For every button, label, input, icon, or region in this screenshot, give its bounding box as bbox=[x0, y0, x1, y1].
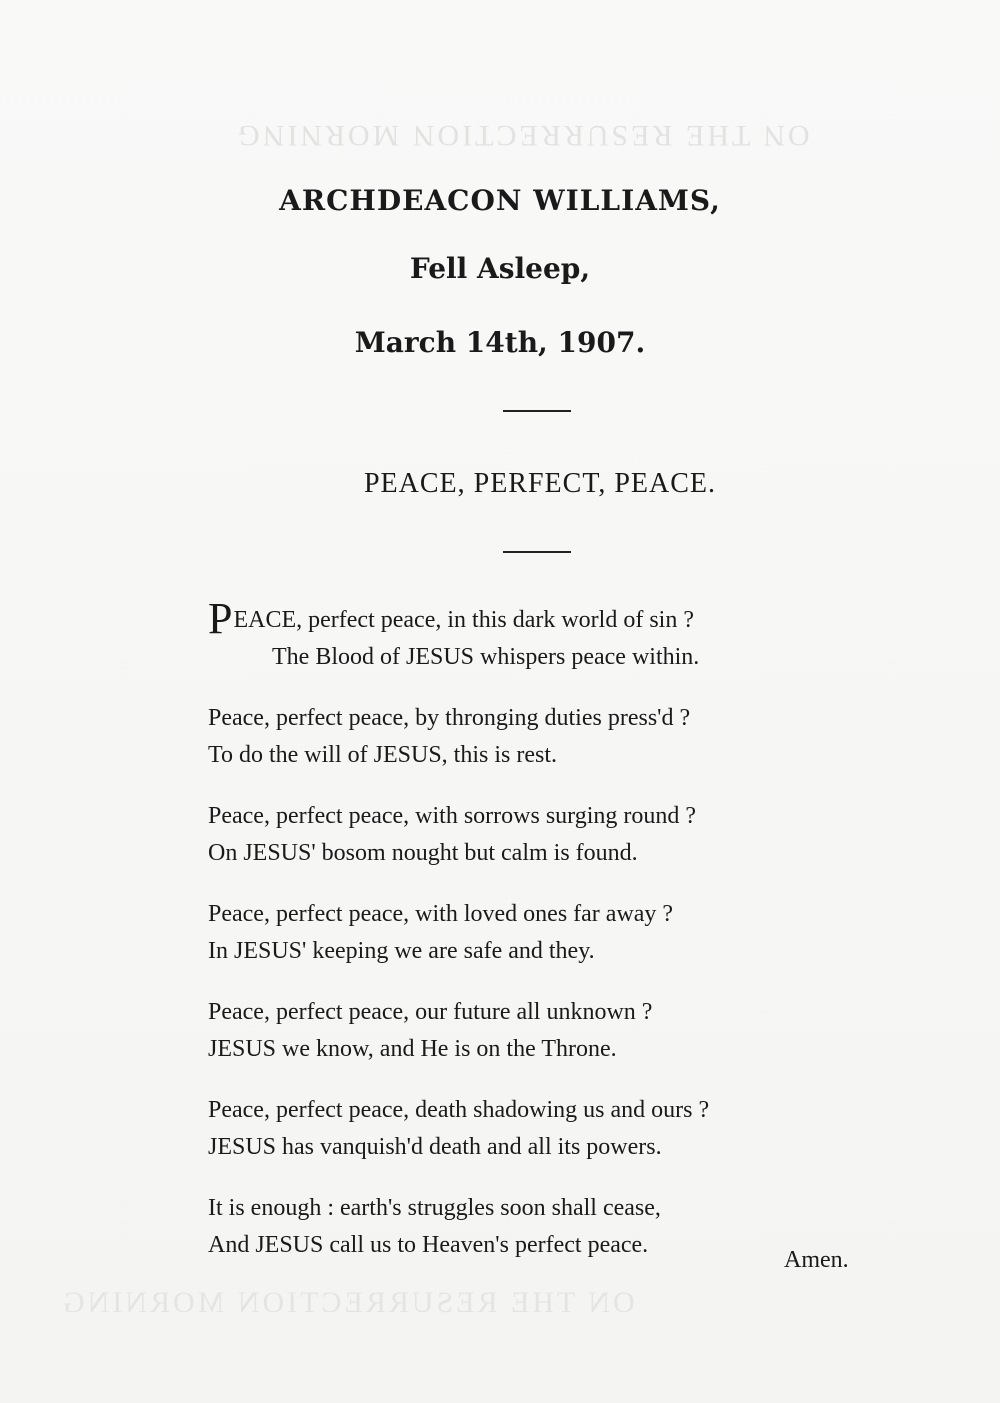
memorial-status: Fell Asleep, bbox=[409, 252, 591, 285]
verse-line: JESUS has vanquish'd death and all its powers. bbox=[208, 1134, 662, 1160]
show-through-text-bottom: ON THE RESURRECTION MORNING bbox=[60, 1286, 635, 1319]
stanza bbox=[208, 994, 888, 1068]
drop-cap: P bbox=[208, 594, 233, 643]
verse-line-text: EACE, perfect peace, in this dark world of sin ? bbox=[233, 607, 694, 633]
show-through-text-top: ON THE RESURRECTION MORNING bbox=[235, 119, 810, 152]
verse-line: Peace, perfect peace, our future all unknown ? bbox=[208, 999, 653, 1025]
verse-line: Peace, perfect peace, with loved ones far away ? bbox=[208, 901, 674, 927]
stanza bbox=[208, 1092, 888, 1166]
verse-line bbox=[208, 594, 888, 643]
verse-line: On JESUS' bosom nought but calm is found. bbox=[208, 840, 638, 866]
stanza bbox=[208, 896, 888, 970]
memorial-name: ARCHDEACON WILLIAMS, bbox=[279, 184, 721, 217]
divider-rule bbox=[503, 410, 571, 412]
closing-amen: Amen. bbox=[784, 1247, 849, 1273]
verse-line: The Blood of JESUS whispers peace within. bbox=[272, 644, 700, 670]
hymn-text bbox=[208, 594, 888, 1288]
verse-line: Peace, perfect peace, death shadowing us and ours ? bbox=[208, 1097, 710, 1123]
stanza bbox=[208, 798, 888, 872]
memorial-date: March 14th, 1907. bbox=[354, 326, 646, 359]
divider-rule bbox=[503, 551, 571, 553]
verse-line: And JESUS call us to Heaven's perfect peace. bbox=[208, 1232, 649, 1258]
verse-line: In JESUS' keeping we are safe and they. bbox=[208, 938, 595, 964]
verse-line: Peace, perfect peace, with sorrows surging round ? bbox=[208, 803, 697, 829]
verse-line: It is enough : earth's struggles soon shall cease, bbox=[208, 1195, 661, 1221]
verse-line: To do the will of JESUS, this is rest. bbox=[208, 742, 557, 768]
stanza bbox=[208, 594, 888, 676]
verse-line: Peace, perfect peace, by thronging duties press'd ? bbox=[208, 705, 691, 731]
stanza bbox=[208, 700, 888, 774]
hymn-title: PEACE, PERFECT, PEACE. bbox=[363, 468, 717, 499]
verse-line: JESUS we know, and He is on the Throne. bbox=[208, 1036, 617, 1062]
